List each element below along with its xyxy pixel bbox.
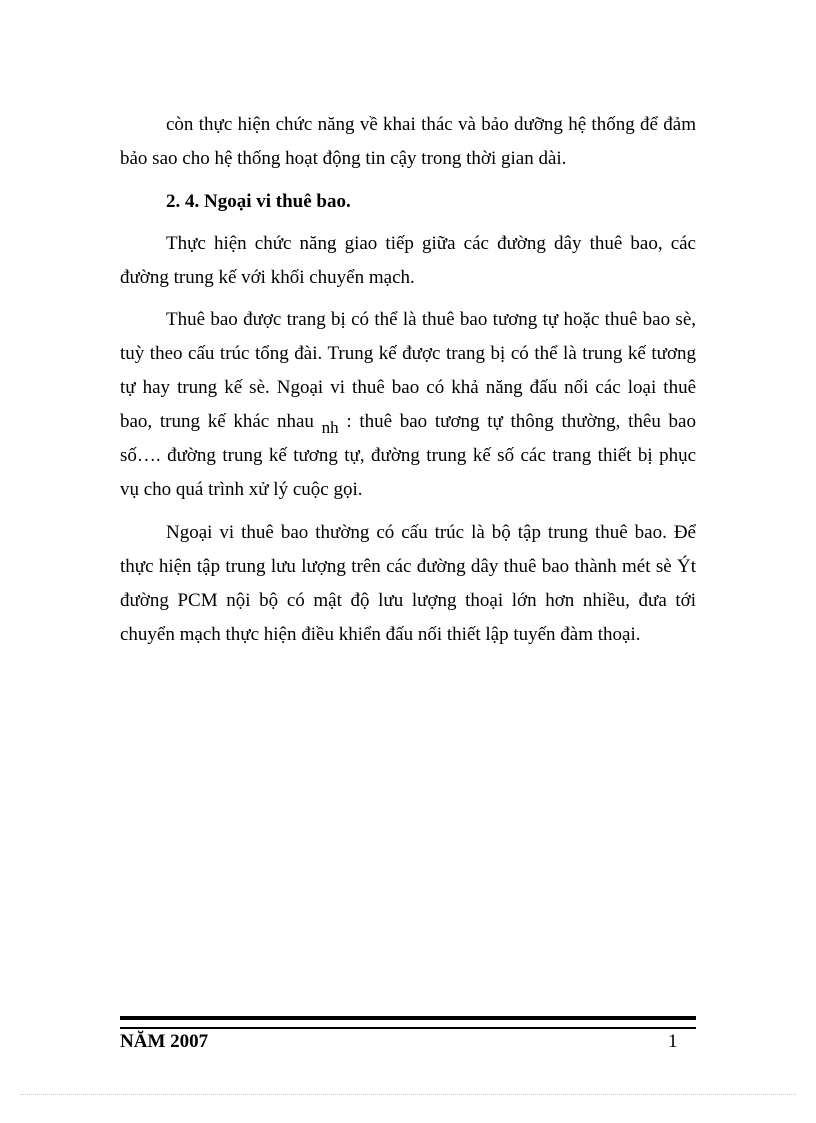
paragraph-interface-text: Thực hiện chức năng giao tiếp giữa các đường dây thuê bao, các đường trung kế với khối chuyển mạch. bbox=[120, 233, 696, 288]
paragraph-concentrator-text: Ngoại vi thuê bao thường có cấu trúc là bộ tập trung thuê bao. Để thực hiện tập trung lưu lượng trên các đường dây thuê bao thành mét sè Ýt đường PCM nội bộ có mật độ lưu lượng thoại lớn hơn nhiều, đưa tới chuyển mạch thực hiện điều khiển đấu nối thiết lập tuyến đàm thoại. bbox=[120, 522, 696, 645]
document-body bbox=[120, 108, 696, 176]
paragraph-concentrator bbox=[120, 516, 696, 652]
footer-rule-thick bbox=[120, 1016, 696, 1020]
section-heading-block bbox=[120, 185, 696, 219]
paragraph-continuation-line-2: bảo sao cho hệ thống hoạt động tin cậy trong thời gian dài. bbox=[120, 148, 567, 169]
paragraph-interface bbox=[120, 227, 696, 295]
subscript-nh: nh bbox=[321, 418, 339, 437]
paragraph-continuation bbox=[120, 108, 696, 176]
paragraph-subscriber-types-part-1: Thuê bao được trang bị có thể là thuê bao tương tự hoặc thuê bao sè, tuỳ theo cấu trúc tổng đài. Trung kế được trang bị có thể là trung kế tương tự hay trung kế sè. Ngoại vi thuê bao có khả năng đấu nối các loại thuê bao, trung kế khác nhau bbox=[120, 309, 696, 432]
paragraph-subscriber-types-text bbox=[120, 303, 696, 507]
page-bottom-border bbox=[20, 1094, 796, 1095]
paragraph-subscriber-types bbox=[120, 303, 696, 507]
section-heading: 2. 4. Ngoại vi thuê bao. bbox=[166, 191, 351, 212]
footer-rule-thin bbox=[120, 1027, 696, 1029]
paragraph-continuation-line-1: còn thực hiện chức năng về khai thác và bảo dưỡng hệ thống để đảm bbox=[166, 114, 696, 135]
page-number: 1 bbox=[668, 1031, 678, 1052]
paragraph-subscriber-types-part-2: : thuê bao tương tự thông thường, thêu bao số…. đường trung kế tương tự, đường trung kế số các trang thiết bị phục vụ cho quá trình xử lý cuộc gọi. bbox=[120, 411, 696, 500]
footer-year: NĂM 2007 bbox=[120, 1031, 209, 1052]
